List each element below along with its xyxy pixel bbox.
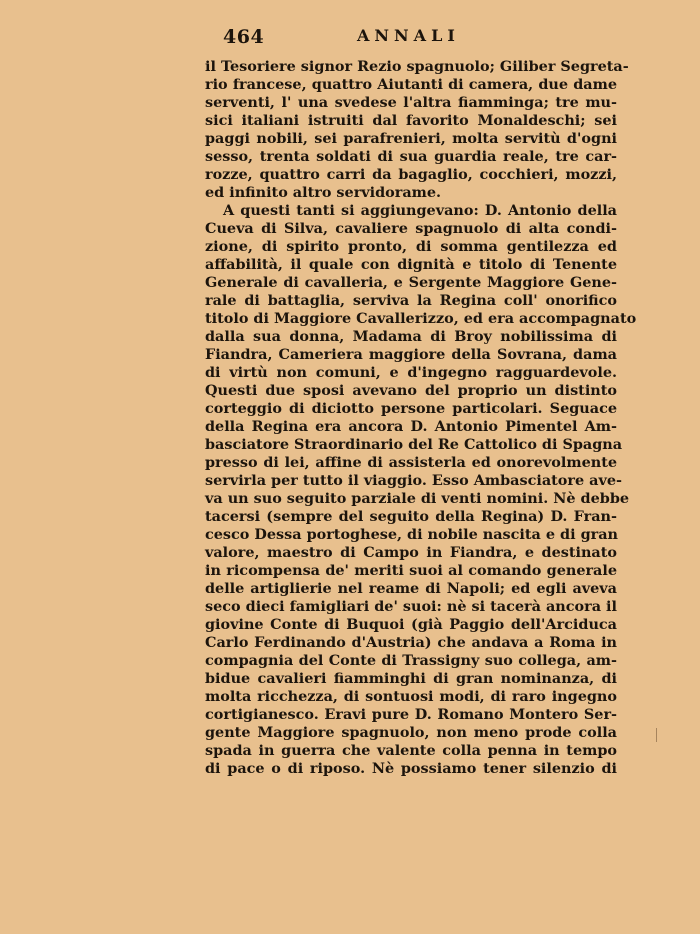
text-line: cesco Dessa portoghese, di nobile nascita e di gran xyxy=(205,526,619,543)
text-line: ed infinito altro servidorame. xyxy=(205,184,442,201)
text-line: compagnia del Conte di Trassigny suo collega, am- xyxy=(205,652,617,669)
text-line: sici italiani istruiti dal favorito Monaldeschi; sei xyxy=(205,112,617,129)
text-line: in ricompensa de' meriti suoi al comando generale xyxy=(205,562,617,579)
paragraph-start-line: A questi tanti si aggiungevano: D. Antonio della xyxy=(223,202,617,219)
text-line: corteggio di diciotto persone particolari. Seguace xyxy=(205,400,617,417)
text-line: bidue cavalieri fiamminghi di gran nominanza, di xyxy=(205,670,617,687)
text-line: tacersi (sempre del seguito della Regina) D. Fran- xyxy=(205,508,617,525)
text-line: rozze, quattro carri da bagaglio, cocchieri, mozzi, xyxy=(205,166,617,183)
body-text xyxy=(205,58,637,778)
text-line: cortigianesco. Eravi pure D. Romano Montero Ser- xyxy=(205,706,617,723)
text-line: molta ricchezza, di sontuosi modi, di raro ingegno xyxy=(205,688,617,705)
text-line: rale di battaglia, serviva la Regina coll' onorifico xyxy=(205,292,617,309)
text-line: servirla per tutto il viaggio. Esso Ambasciatore ave- xyxy=(205,472,622,489)
text-line: Carlo Ferdinando d'Austria) che andava a Roma in xyxy=(205,634,617,651)
margin-mark xyxy=(656,728,657,742)
text-line: serventi, l' una svedese l'altra fiamminga; tre mu- xyxy=(205,94,617,111)
text-line: valore, maestro di Campo in Fiandra, e destinato xyxy=(205,544,617,561)
text-line: titolo di Maggiore Cavallerizzo, ed era accompagnato xyxy=(205,310,637,327)
text-line: rio francese, quattro Aiutanti di camera, due dame xyxy=(205,76,617,93)
page-number: 464 xyxy=(223,26,265,48)
text-line: giovine Conte di Buquoi (già Paggio dell'Arciduca xyxy=(205,616,617,633)
text-line: Fiandra, Cameriera maggiore della Sovrana, dama xyxy=(205,346,617,363)
text-line: il Tesoriere signor Rezio spagnuolo; Giliber Segreta- xyxy=(205,58,629,75)
text-line: di virtù non comuni, e d'ingegno ragguardevole. xyxy=(205,364,617,381)
text-line: spada in guerra che valente colla penna in tempo xyxy=(205,742,617,759)
text-line: Questi due sposi avevano del proprio un distinto xyxy=(205,382,617,399)
text-line: dalla sua donna, Madama di Broy nobilissima di xyxy=(205,328,617,345)
text-line: zione, di spirito pronto, di somma gentilezza ed xyxy=(205,238,617,255)
text-line: affabilità, il quale con dignità e titolo di Tenente xyxy=(205,256,617,273)
text-line: va un suo seguito parziale di venti nomini. Nè debbe xyxy=(205,490,630,507)
running-head xyxy=(205,26,617,50)
text-line: sesso, trenta soldati di sua guardia reale, tre car- xyxy=(205,148,617,165)
text-line: di pace o di riposo. Nè possiamo tener silenzio di xyxy=(205,760,617,777)
text-line: Generale di cavalleria, e Sergente Maggiore Gene- xyxy=(205,274,617,291)
text-line: paggi nobili, sei parafrenieri, molta servitù d'ogni xyxy=(205,130,617,147)
running-title: ANNALI xyxy=(357,26,460,45)
text-line: delle artiglierie nel reame di Napoli; ed egli aveva xyxy=(205,580,617,597)
text-line: seco dieci famigliari de' suoi: nè si tacerà ancora il xyxy=(205,598,617,615)
text-line: presso di lei, affine di assisterla ed onorevolmente xyxy=(205,454,617,471)
text-line: basciatore Straordinario del Re Cattolico di Spagna xyxy=(205,436,623,453)
text-line: gente Maggiore spagnuolo, non meno prode colla xyxy=(205,724,617,741)
text-line: della Regina era ancora D. Antonio Pimentel Am- xyxy=(205,418,617,435)
text-line: Cueva di Silva, cavaliere spagnuolo di alta condi- xyxy=(205,220,617,237)
